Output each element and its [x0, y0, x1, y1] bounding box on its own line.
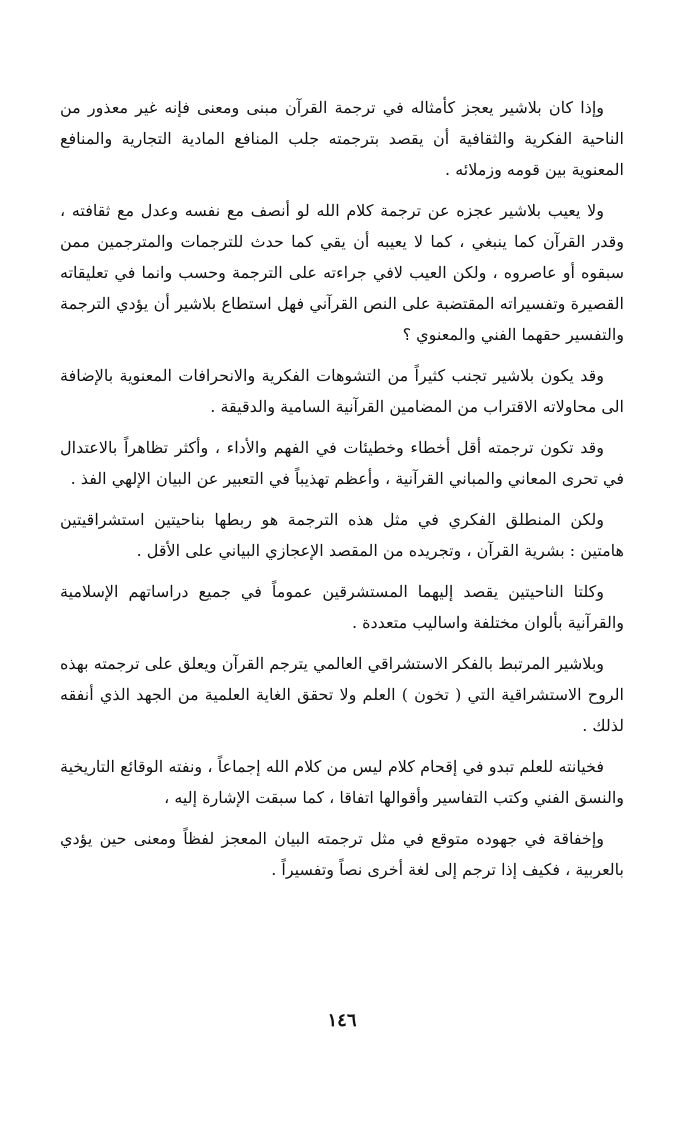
- page-number: ١٤٦: [327, 1010, 357, 1031]
- paragraph-4: وقد تكون ترجمته أقل أخطاء وخطيئات في الفهم والأداء ، وأكثر تظاهراً بالاعتدال في تحرى المعاني والمباني القرآنية ، وأعظم تهذيباً في التعبير عن البيان الإلهي الفذ .: [60, 438, 624, 488]
- paragraph-2: ولا يعيب بلاشير عجزه عن ترجمة كلام الله لو أنصف مع نفسه وعدل مع ثقافته ، وقدر القرآن كما ينبغي ، كما لا يعيبه أن يقي كما حدث للترجمات والمترجمين ممن سبقوه أو عاصروه ، ولكن العيب لافي جراءته على الترجمة وحسب وانما في تعليقاته القصيرة وتفسيراته المقتضبة على النص القرآني فهل استطاع بلاشير أن يؤدي الترجمة والتفسير حقهما الفني والمعنوي ؟: [60, 201, 624, 344]
- paragraph-1: وإذا كان بلاشير يعجز كأمثاله في ترجمة القرآن مبنى ومعنى فإنه غير معذور من الناحية الفكرية والثقافية أن يقصد بترجمته جلب المنافع المادية التجارية والمنافع المعنوية بين قومه وزملائه .: [60, 98, 624, 179]
- paragraph-3: وقد يكون بلاشير تجنب كثيراً من التشوهات الفكرية والانحرافات المعنوية بالإضافة الى محاولاته الاقتراب من المضامين القرآنية السامية والدقيقة .: [60, 366, 624, 416]
- body-text: [60, 92, 624, 895]
- paragraph-5: ولكن المنطلق الفكري في مثل هذه الترجمة هو ربطها بناحيتين استشراقيتين هامتين : بشرية القرآن ، وتجريده من المقصد الإعجازي البياني على الأقل .: [60, 510, 624, 560]
- paragraph-8: فخيانته للعلم تبدو في إقحام كلام ليس من كلام الله إجماعاً ، ونفته الوقائع التاريخية والنسق الفني وكتب التفاسير وأقوالها اتفاقا ، كما سبقت الإشارة إليه ،: [60, 757, 624, 807]
- paragraph-7: وبلاشير المرتبط بالفكر الاستشراقي العالمي يترجم القرآن ويعلق على ترجمته بهذه الروح الاستشراقية التي ( تخون ) العلم ولا تحقق الغاية العلمية من الجهد الذي أنفقه لذلك .: [60, 654, 624, 735]
- paragraph-9: وإخفاقة في جهوده متوقع في مثل ترجمته البيان المعجز لفظاً ومعنى حين يؤدي بالعربية ، فكيف إذا ترجم إلى لغة أخرى نصاً وتفسيراً .: [60, 829, 624, 879]
- paragraph-6: وكلتا الناحيتين يقصد إليهما المستشرقين عموماً في جميع دراساتهم الإسلامية والقرآنية بألوان مختلفة واساليب متعددة .: [60, 582, 624, 632]
